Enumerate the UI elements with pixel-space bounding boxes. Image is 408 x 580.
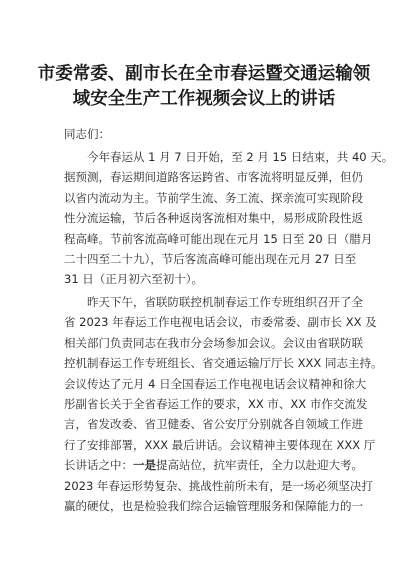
- paragraph-line: 言，省发改委、省卫健委、省公安厅分别就各自领域工作进: [64, 417, 363, 432]
- paragraph-line: 昨天下午，省联防联控机制春运工作专班组织召开了全: [87, 295, 363, 309]
- paragraph-line: 赢的硬仗，也是检验我们综合运输管理服务和保障能力的一: [64, 498, 363, 513]
- emphasis-first: 一是: [133, 458, 156, 473]
- paragraph-line: 2023 年春运形势复杂、挑战性前所未有，是一场必须坚决打: [64, 478, 373, 493]
- paragraph-line: 据预测，春运期间道路客运跨省、市客流将明显反弹，但仍: [64, 170, 363, 185]
- paragraph-line: 会议传达了元月 4 日全国春运工作电视电话会议精神和徐大: [64, 376, 367, 391]
- paragraph-line: 行了安排部署，XXX 最后讲话。会议精神主要体现在 XXX 厅: [64, 437, 376, 452]
- paragraph-line: 二十四至二十九），节后客流高峰可能出现在元月 27 日至: [64, 251, 357, 266]
- paragraph-line: 31 日（正月初六至初十）。: [64, 272, 204, 287]
- title-line-2: 域安全生产工作视频会议上的讲话: [72, 89, 336, 109]
- document-title: [30, 62, 378, 112]
- paragraph-line: 相关部门负责同志在我市分会场参加会议。会议由省联防联: [64, 335, 363, 350]
- paragraph-1: [64, 147, 394, 290]
- paragraph-line: 控机制春运工作专班组长、省交通运输厅厅长 XXX 同志主持。: [64, 356, 383, 371]
- paragraph-text: 提高站位，抗牢责任，全力以赴迎大考。: [156, 458, 363, 473]
- paragraph-line: 省 2023 年春运工作电视电话会议，市委常委、副市长 XX 及: [64, 315, 377, 330]
- greeting: 同志们：: [64, 127, 110, 141]
- paragraph-line: 以省内流动为主。节前学生流、务工流、探亲流可实现阶段: [64, 190, 363, 205]
- paragraph-text: 长讲话之中：: [64, 458, 133, 473]
- paragraph-line: 程高峰。节前客流高峰可能出现在元月 15 日至 20 日（腊月: [64, 231, 373, 246]
- paragraph-line: 性分流运输，节后各种返岗客流相对集中，易形成阶段性返: [64, 211, 363, 226]
- paragraph-line: 彤副省长关于全省春运工作的要求，XX 市、XX 市作交流发: [64, 396, 368, 411]
- paragraph-line: [64, 455, 363, 475]
- paragraph-2: [64, 292, 383, 516]
- paragraph-line: 今年春运从 1 月 7 日开始，至 2 月 15 日结束，共 40 天。: [87, 150, 394, 164]
- title-line-1: 市委常委、副市长在全市春运暨交通运输领: [37, 64, 371, 84]
